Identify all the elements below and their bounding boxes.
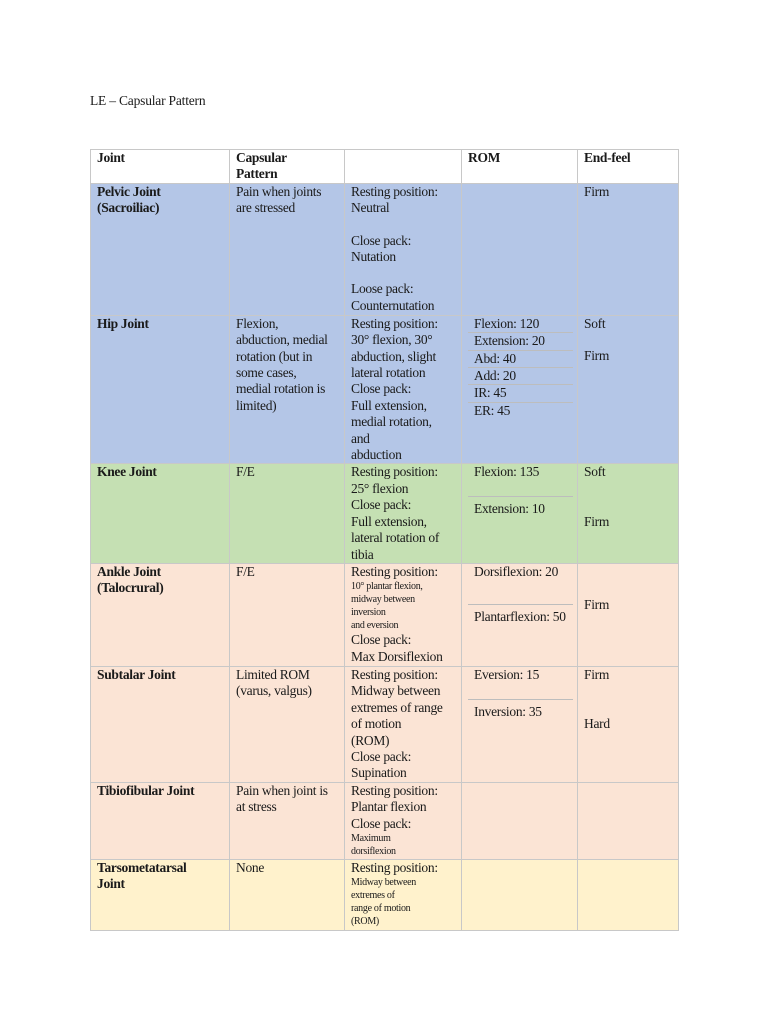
- position-cell: Resting position: Midway between extremes of range of motion (ROM) Close pack: Supination: [345, 666, 462, 782]
- rom-cell: Flexion: 120 Extension: 20 Abd: 40 Add: 20 IR: 45 ER: 45: [462, 315, 578, 464]
- header-capsular-pattern: Capsular Pattern: [230, 150, 345, 184]
- rom-cell: [462, 782, 578, 859]
- page-title: LE – Capsular Pattern: [90, 93, 206, 108]
- joint-cell: Ankle Joint (Talocrural): [91, 563, 230, 666]
- rom-cell: [462, 183, 578, 315]
- end-feel-cell: Firm Hard: [578, 666, 679, 782]
- joint-cell: Hip Joint: [91, 315, 230, 464]
- capsular-pattern-table: [90, 149, 679, 931]
- header-joint: Joint: [91, 150, 230, 184]
- header-rom: ROM: [462, 150, 578, 184]
- end-feel-cell: [578, 782, 679, 859]
- joint-cell: Tibiofibular Joint: [91, 782, 230, 859]
- end-feel-cell: Soft Firm: [578, 464, 679, 563]
- capsular-cell: Limited ROM (varus, valgus): [230, 666, 345, 782]
- joint-cell: Knee Joint: [91, 464, 230, 563]
- joint-cell: Tarsometatarsal Joint: [91, 859, 230, 930]
- rom-cell: Eversion: 15 Inversion: 35: [462, 666, 578, 782]
- capsular-cell: Flexion, abduction, medial rotation (but in some cases, medial rotation is limited): [230, 315, 345, 464]
- header-end-feel: End-feel: [578, 150, 679, 184]
- position-cell: Resting position: 30° flexion, 30° abduction, slight lateral rotation Close pack: Full extension, medial rotation, and abduction: [345, 315, 462, 464]
- capsular-cell: F/E: [230, 563, 345, 666]
- position-cell: Resting position: Plantar flexion Close pack: Maximum dorsiflexion: [345, 782, 462, 859]
- position-cell: Resting position: Midway between extremes of range of motion (ROM): [345, 859, 462, 930]
- end-feel-cell: Soft Firm: [578, 315, 679, 464]
- end-feel-cell: Firm: [578, 563, 679, 666]
- position-cell: Resting position: Neutral Close pack: Nutation Loose pack: Counternutation: [345, 183, 462, 315]
- table-row-ankle: [91, 563, 679, 666]
- joint-cell: Pelvic Joint (Sacroiliac): [91, 183, 230, 315]
- table-row-tarsometatarsal: [91, 859, 679, 930]
- position-cell: Resting position: 10° plantar flexion, midway between inversion and eversion Close pack: Max Dorsiflexion: [345, 563, 462, 666]
- table-row-hip: [91, 315, 679, 464]
- table-header-row: [91, 150, 679, 184]
- position-cell: Resting position: 25° flexion Close pack: Full extension, lateral rotation of tibia: [345, 464, 462, 563]
- table-row-subtalar: [91, 666, 679, 782]
- rom-cell: [462, 859, 578, 930]
- end-feel-cell: Firm: [578, 183, 679, 315]
- capsular-cell: Pain when joint is at stress: [230, 782, 345, 859]
- table-row-knee: [91, 464, 679, 563]
- header-position: [345, 150, 462, 184]
- joint-cell: Subtalar Joint: [91, 666, 230, 782]
- capsular-cell: None: [230, 859, 345, 930]
- rom-cell: Flexion: 135 Extension: 10: [462, 464, 578, 563]
- capsular-cell: Pain when joints are stressed: [230, 183, 345, 315]
- rom-cell: Dorsiflexion: 20 Plantarflexion: 50: [462, 563, 578, 666]
- end-feel-cell: [578, 859, 679, 930]
- table-row-tibiofibular: [91, 782, 679, 859]
- table-row-pelvic: [91, 183, 679, 315]
- capsular-cell: F/E: [230, 464, 345, 563]
